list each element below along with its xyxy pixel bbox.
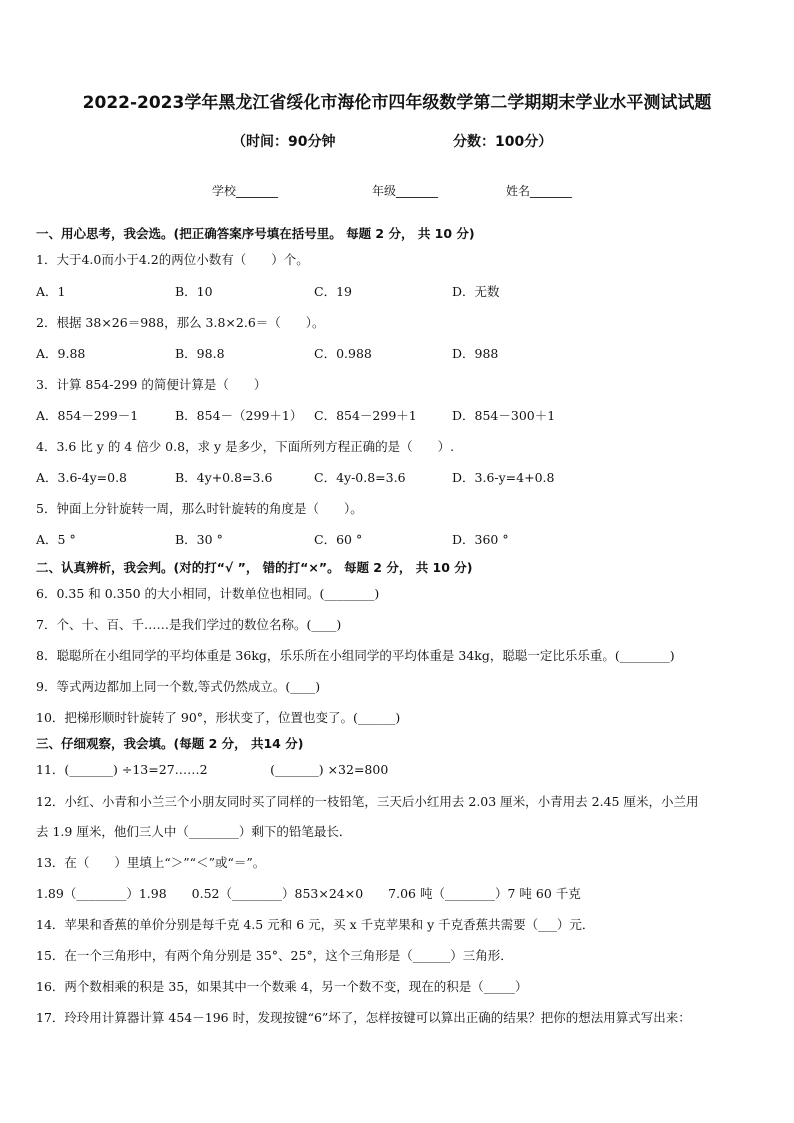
q3-option-a: A．854－299－1 (36, 408, 139, 423)
q4-option-d: D．3.6-y=4+0.8 (452, 470, 555, 485)
q5-option-d: D．360 ° (452, 532, 509, 547)
time-label: （时间：90分钟 (232, 134, 336, 150)
q3-option-b: B．854－（299＋1） (175, 408, 303, 423)
q4-option-b: B．4y+0.8=3.6 (175, 470, 273, 485)
question-17: 17．玲玲用计算器计算 454－196 时，发现按键“6”坏了，怎样按键可以算出正确的结果？把你的想法用算式写出来： (36, 1010, 691, 1025)
q3-option-c: C．854－299＋1 (314, 408, 417, 423)
question-8: 8．聪聪所在小组同学的平均体重是 36kg，乐乐所在小组同学的平均体重是 34kg，聪聪一定比乐乐重。(________) (36, 648, 675, 663)
section-three-heading: 三、仔细观察，我会填。(每题 2 分， 共14 分) (36, 736, 304, 751)
q5-option-a: A．5 ° (36, 532, 76, 547)
question-14: 14．苹果和香蕉的单价分别是每千克 4.5 元和 6 元，买 x 千克苹果和 y 千克香蕉共需要（___）元． (36, 917, 595, 932)
q1-option-b: B．10 (175, 284, 213, 299)
section-two-heading: 二、认真辨析，我会判。(对的打“√ ”， 错的打“×”。 每题 2 分， 共 10 分) (36, 560, 473, 575)
question-13-items: 1.89（________）1.98 0.52（________）853×24×0 7.06 吨（________）7 吨 60 千克 (36, 886, 581, 901)
q2-option-a: A．9.88 (36, 346, 86, 361)
q5-option-c: C．60 ° (314, 532, 363, 547)
q4-option-c: C．4y-0.8=3.6 (314, 470, 406, 485)
question-1: 1．大于4.0而小于4.2的两位小数有（ ）个。 (36, 252, 309, 267)
q4-option-a: A．3.6-4y=0.8 (36, 470, 127, 485)
grade-field: 年级_______ (372, 184, 439, 198)
question-5: 5．钟面上分针旋转一周，那么时针旋转的角度是（ ）。 (36, 501, 363, 516)
question-7: 7．个、十、百、千……是我们学过的数位名称。(____) (36, 617, 342, 632)
question-16: 16．两个数相乘的积是 35，如果其中一个数乘 4，另一个数不变，现在的积是（_____） (36, 979, 528, 994)
question-10: 10．把梯形顺时针旋转了 90°，形状变了，位置也变了。(______) (36, 710, 401, 725)
q2-option-c: C．0.988 (314, 346, 372, 361)
q2-option-b: B．98.8 (175, 346, 225, 361)
q2-option-d: D．988 (452, 346, 499, 361)
name-field: 姓名_______ (506, 184, 573, 198)
question-3: 3．计算 854-299 的简便计算是（ ） (36, 377, 267, 392)
q1-option-a: A．1 (36, 284, 66, 299)
section-one-heading: 一、用心思考，我会选。(把正确答案序号填在括号里。 每题 2 分， 共 10 分) (36, 226, 475, 241)
question-2: 2．根据 38×26＝988，那么 3.8×2.6＝（ ）。 (36, 315, 325, 330)
question-9: 9．等式两边都加上同一个数,等式仍然成立。(____) (36, 679, 321, 694)
question-12-line-1: 12．小红、小青和小兰三个小朋友同时买了同样的一枝铅笔，三天后小红用去 2.03 厘米，小青用去 2.45 厘米，小兰用 (36, 794, 699, 809)
question-12-line-2: 去 1.9 厘米，他们三人中（________）剩下的铅笔最长． (36, 824, 352, 839)
score-label: 分数：100分） (453, 134, 553, 150)
question-11: 11．(_______) ÷13=27……2 (_______) ×32=800 (36, 762, 389, 777)
q5-option-b: B．30 ° (175, 532, 223, 547)
q1-option-c: C．19 (314, 284, 352, 299)
question-6: 6．0.35 和 0.350 的大小相同，计数单位也相同。(________) (36, 586, 380, 601)
page-title: 2022-2023学年黑龙江省绥化市海伦市四年级数学第二学期期末学业水平测试试题 (82, 93, 712, 113)
question-4: 4．3.6 比 y 的 4 倍少 0.8，求 y 是多少，下面所列方程正确的是（ ）. (36, 439, 455, 454)
q1-option-d: D．无数 (452, 284, 500, 299)
school-field: 学校_______ (212, 184, 279, 198)
question-15: 15．在一个三角形中，有两个角分别是 35°、25°，这个三角形是（______）三角形． (36, 948, 513, 963)
q3-option-d: D．854－300＋1 (452, 408, 556, 423)
question-13: 13．在（ ）里填上“＞”“＜”或“＝”。 (36, 855, 266, 870)
